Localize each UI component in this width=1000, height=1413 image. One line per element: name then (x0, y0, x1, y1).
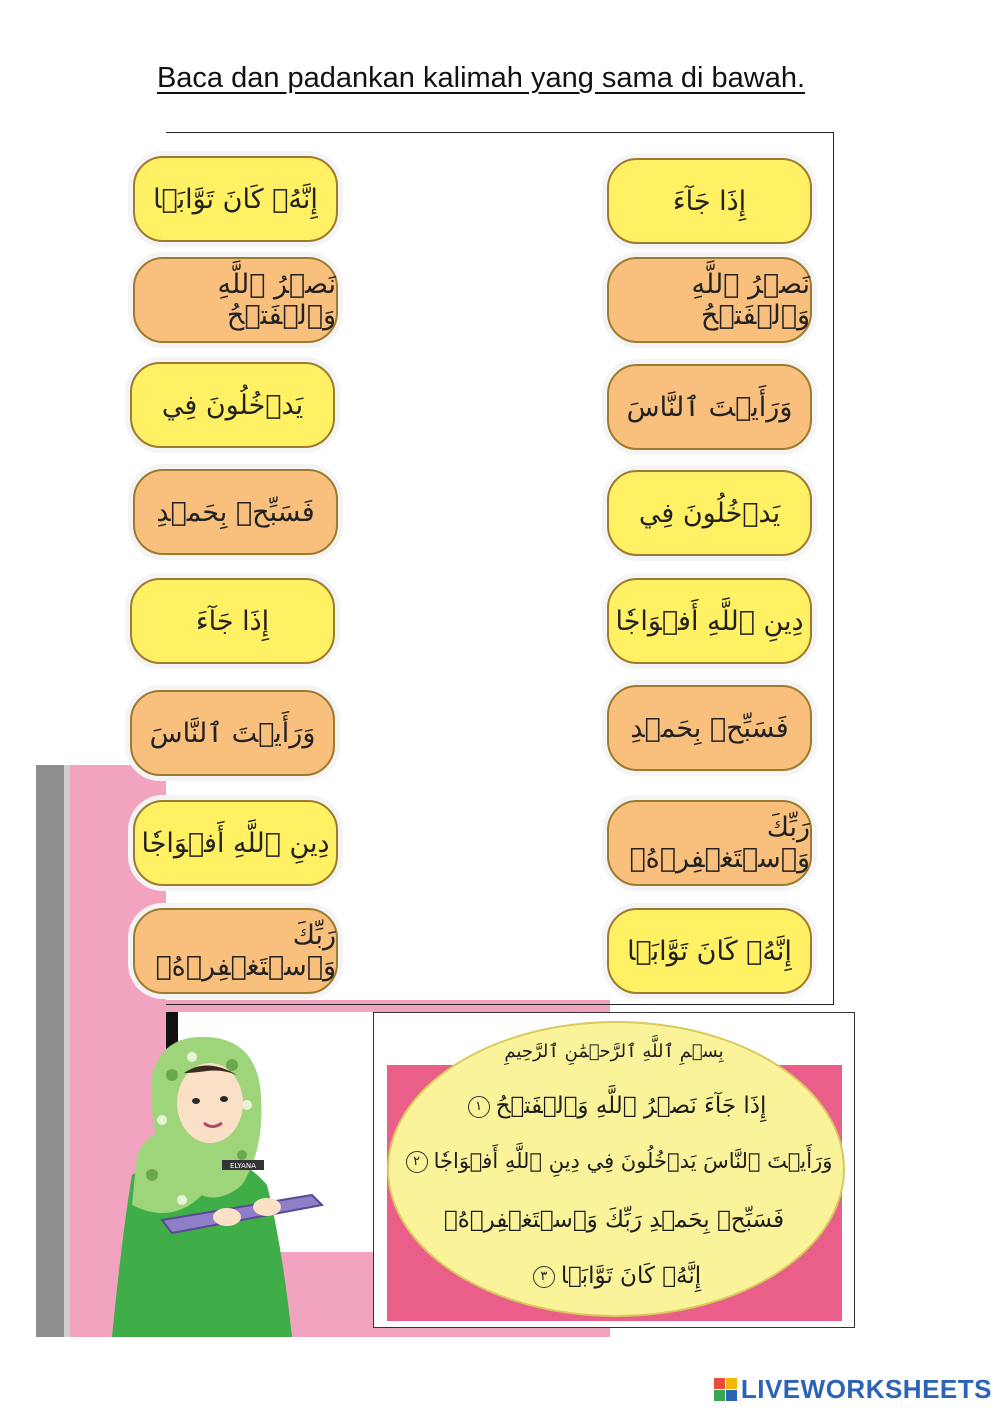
card-text: نَصۡرُ ٱللَّهِ وَٱلۡفَتۡحُ (217, 269, 336, 331)
left-card[interactable] (133, 469, 338, 555)
right-card[interactable] (607, 364, 812, 450)
right-card[interactable] (607, 470, 812, 556)
name-tag: ELYANA (230, 1162, 256, 1170)
surah-verse (404, 1263, 824, 1289)
card-text: إِنَّهُۥ كَانَ تَوَّابَۢا (627, 935, 792, 967)
card-text: يَدۡخُلُونَ فِي (161, 389, 304, 421)
bismillah-text: بِسۡمِ ٱللَّهِ ٱلرَّحۡمَٰنِ ٱلرَّحِيمِ (504, 1041, 724, 1062)
card-text: فَسَبِّحۡ بِحَمۡدِ (630, 712, 789, 744)
left-card[interactable] (133, 156, 338, 242)
left-card[interactable] (133, 800, 338, 886)
brand-logo-icon (714, 1378, 737, 1401)
right-card[interactable] (607, 257, 812, 343)
surah-verse (404, 1207, 824, 1233)
card-text: إِنَّهُۥ كَانَ تَوَّابَۢا (153, 183, 318, 215)
worksheet-title: Baca dan padankan kalimah yang sama di bawah. (156, 62, 806, 94)
card-text: وَرَأَيۡتَ ٱلنَّاسَ (626, 391, 793, 423)
left-card[interactable] (133, 257, 338, 343)
left-card[interactable] (130, 578, 335, 664)
card-text: إِذَا جَآءَ (195, 605, 270, 637)
left-card[interactable] (130, 362, 335, 448)
surah-an-nasr-panel (373, 1012, 855, 1328)
right-card[interactable] (607, 800, 812, 886)
right-card[interactable] (607, 685, 812, 771)
verse-number: ١ (468, 1096, 490, 1118)
right-card[interactable] (607, 158, 812, 244)
left-card[interactable] (133, 908, 338, 994)
brand-name: LIVEWORKSHEETS (740, 1374, 992, 1404)
door-frame-edge (64, 765, 70, 1337)
verse-number: ٣ (533, 1266, 555, 1288)
teacher-illustration (92, 1035, 332, 1337)
card-text: يَدۡخُلُونَ فِي (638, 497, 781, 529)
door-frame (36, 765, 64, 1337)
left-card[interactable] (130, 690, 335, 776)
surah-verse (396, 1149, 836, 1173)
card-text: وَرَأَيۡتَ ٱلنَّاسَ (149, 717, 316, 749)
card-text: نَصۡرُ ٱللَّهِ وَٱلۡفَتۡحُ (691, 269, 810, 331)
card-text: دِينِ ٱللَّهِ أَفۡوَاجٗا (141, 827, 330, 859)
card-text: رَبِّكَ وَٱسۡتَغۡفِرۡهُۚ (155, 920, 336, 982)
verse-text: إِذَا جَآءَ نَصۡرُ ٱللَّهِ وَٱلۡفَتۡحُ (495, 1093, 767, 1119)
card-text: رَبِّكَ وَٱسۡتَغۡفِرۡهُۚ (629, 812, 810, 874)
verse-text: فَسَبِّحۡ بِحَمۡدِ رَبِّكَ وَٱسۡتَغۡفِرۡهُۚ (443, 1207, 785, 1233)
right-card[interactable] (607, 908, 812, 994)
surah-verse (404, 1093, 824, 1119)
verse-text: وَرَأَيۡتَ ٱلنَّاسَ يَدۡخُلُونَ فِي دِينِ ٱللَّهِ أَفۡوَاجٗا (433, 1149, 833, 1173)
card-text: فَسَبِّحۡ بِحَمۡدِ (156, 496, 315, 528)
verse-text: إِنَّهُۥ كَانَ تَوَّابَۢا (560, 1263, 702, 1289)
liveworksheets-brand[interactable] (714, 1374, 992, 1405)
right-card[interactable] (607, 578, 812, 664)
verse-number: ٢ (406, 1151, 428, 1173)
card-text: دِينِ ٱللَّهِ أَفۡوَاجٗا (615, 605, 804, 637)
card-text: إِذَا جَآءَ (672, 185, 747, 217)
